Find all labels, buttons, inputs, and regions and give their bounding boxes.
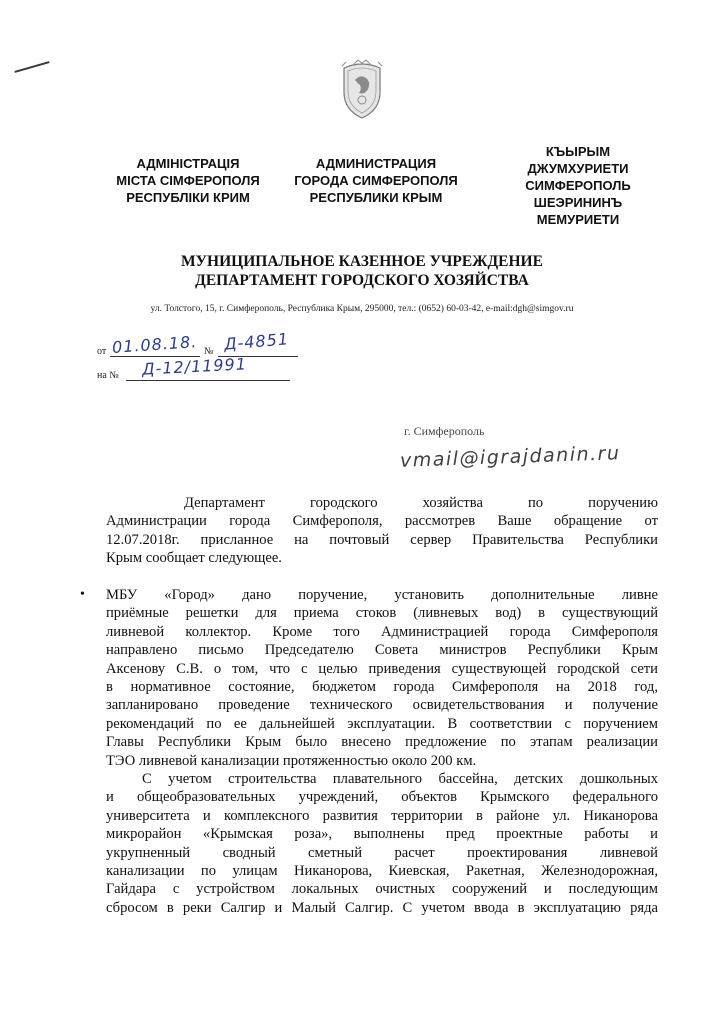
text-line: ливневой коллектор. Кроме того Администрацией города Симферополя [106, 623, 658, 640]
crimea-coat-of-arms-icon [338, 58, 386, 120]
organization-title-line1: МУНИЦИПАЛЬНОЕ КАЗЕННОЕ УЧРЕЖДЕНИЕ [181, 253, 543, 270]
text-line: в нормативное состояние, бюджетом города Симферополя на 2018 год, [106, 679, 658, 696]
header-line: КЪЫРЫМ [545, 144, 611, 159]
text-line: Гайдара с устройством локальных очистных сооружений и последующим [106, 881, 658, 898]
text-line: и общеобразовательных учреждений, объектов Крымского федерального [106, 789, 658, 806]
header-line: РЕСПУБЛИКИ КРЫМ [309, 190, 443, 205]
text-line: канализации по улицам Никанорова, Киевская, Ракетная, Железнодорожная, [106, 863, 658, 880]
outgoing-number: Д-4851 [223, 329, 290, 354]
header-line: ДЖУМХУРИЕТИ [527, 161, 629, 176]
header-line: ШЕЭРИНИНЪ [533, 195, 623, 210]
recipient-partial-text: г. Симферополь [404, 424, 485, 438]
text-line: Крым сообщает следующее. [106, 550, 282, 567]
header-line: МІСТА СІМФЕРОПОЛЯ [116, 173, 260, 188]
bullet-item [80, 586, 658, 604]
header-line: ГОРОДА СИМФЕРОПОЛЯ [294, 173, 458, 188]
from-label: от [97, 346, 107, 357]
text-line: МБУ «Город» дано поручение, установить дополнительные ливне [106, 587, 658, 603]
text-line: 12.07.2018г. присланное на почтовый сервер Правительства Республики [106, 531, 658, 548]
stray-pen-mark [14, 61, 49, 73]
incoming-number-underline [126, 380, 290, 381]
header-russian [276, 155, 476, 206]
header-line: РЕСПУБЛІКИ КРИМ [126, 190, 250, 205]
paragraph-intro [106, 494, 658, 568]
header-line: АДМИНИСТРАЦИЯ [315, 156, 437, 171]
paragraph-construction [106, 770, 658, 917]
header-line: АДМІНІСТРАЦІЯ [136, 156, 240, 171]
text-line: запланировано проведение технического освидетельствования и получение [106, 697, 658, 714]
text-line: сбросом в реки Салгир и Малый Салгир. С учетом ввода в эксплуатацию ряда [106, 899, 658, 916]
bullet-icon: • [80, 587, 85, 602]
organization-title-line2: ДЕПАРТАМЕНТ ГОРОДСКОГО ХОЗЯЙСТВА [195, 272, 529, 289]
text-line: Аксенову С.В. о том, что с целью приведения существующей городской сети [106, 660, 658, 677]
handwritten-email: vmail@igrajdanin.ru [399, 442, 621, 472]
address-line: ул. Толстого, 15, г. Симферополь, Республика Крым, 295000, тел.: (0652) 60-03-42, e-mail:dgh@simgov.ru [150, 304, 574, 314]
text-line: Департамент городского хозяйства по поручению [184, 495, 658, 511]
number-label: № [204, 346, 214, 357]
header-line: СИМФЕРОПОЛЬ [525, 178, 631, 193]
header-crimean-tatar [493, 143, 663, 228]
text-line: рекомендаций по ее дальнейшей эксплуатации. В соответствии с поручением [106, 715, 658, 732]
header-ukrainian [88, 155, 288, 206]
paragraph-measures [80, 586, 658, 770]
text-line: С учетом строительства плавательного бассейна, детских дошкольных [142, 771, 658, 787]
incoming-number: Д-12/11991 [141, 354, 248, 379]
text-line: приёмные решетки для приема стоков (ливневых вод) в существующий [106, 605, 658, 622]
text-line: Главы Республики Крым было внесено предложение по этапам реализации [106, 734, 658, 751]
text-line: направлено письмо Председателю Совета министров Республики Крым [106, 642, 658, 659]
from-date: 01.08.18. [111, 332, 198, 357]
incoming-number-label: на № [97, 370, 119, 381]
text-line: микрорайон «Крымская роза», выполнены пред проектные работы и [106, 826, 658, 843]
text-line: университета и комплексного развития территории в районе ул. Никанорова [106, 807, 658, 824]
header-line: МЕМУРИЕТИ [536, 212, 620, 227]
text-line: Администрации города Симферополя, рассмотрев Ваше обращение от [106, 513, 658, 530]
text-line: ТЭО ливневой канализации протяженностью около 200 км. [106, 752, 477, 769]
text-line: укрупненный сводный сметный расчет проектирования ливневой [106, 844, 658, 861]
